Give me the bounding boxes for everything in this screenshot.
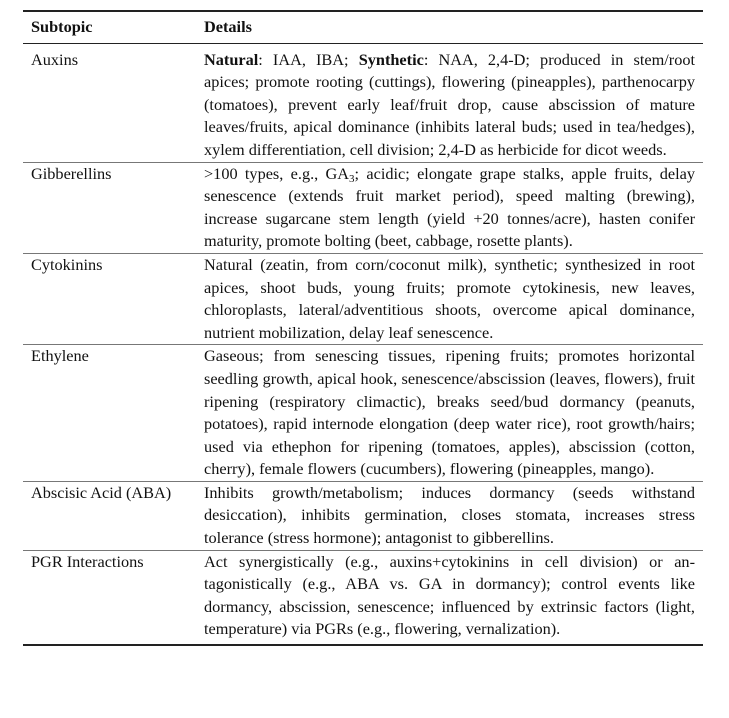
details-cell: [196, 162, 703, 253]
table-row-auxins: [23, 43, 703, 162]
table-row-gibberellins: [23, 162, 703, 253]
details-cell: Natural (zeatin, from corn/coconut milk), synthetic; synthesized in root apices, shoot buds, young fruits; promote cytokinesis, new leaves, chloroplasts, lateral/adventitious shoots, overcome apical dominance, nutrient mobilization, delay leaf senescence.: [196, 253, 703, 344]
details-cell: Act synergistically (e.g., auxins+cytokinins in cell division) or antagonistically (e.g., ABA vs. GA in dormancy); control events like dormancy, abscission, senescence; influenced by extrinsic factors (light, temperature) via PGRs (e.g., flowering, vernalization).: [196, 550, 703, 645]
subtopic-cell: Ethylene: [23, 345, 196, 482]
details-cell: Gaseous; from senescing tissues, ripening fruits; promotes horizontal seedling growth, apical hook, senescence/abscission (leaves, flowers), fruit ripening (respiratory climactic), breaks seed/bud dormancy (peanuts, potatoes), rapid internode elongation (deep water rice), root growth/hairs; used via ethephon for ripening (tomatoes, apples), abscission (cotton, cherry), female flowers (cucumbers), flowering (pineapples, mango).: [196, 345, 703, 482]
subtopic-cell: Auxins: [23, 43, 196, 162]
hormone-table-container: [23, 10, 703, 646]
subtopic-cell: PGR Interactions: [23, 550, 196, 645]
table-row-cytokinins: [23, 253, 703, 344]
subtopic-cell: Abscisic Acid (ABA): [23, 481, 196, 550]
ga-subscript: 3: [349, 172, 355, 185]
table-row-pgr-interactions: [23, 550, 703, 645]
synthetic-label: Synthetic: [358, 49, 424, 69]
subtopic-cell: Gibberellins: [23, 162, 196, 253]
subtopic-cell: Cytokinins: [23, 253, 196, 344]
details-cell: [196, 43, 703, 162]
details-cell: Inhibits growth/metabolism; induces dormancy (seeds withstand desiccation), inhibits germination, closes stomata, increases stress tolerance (stress hormone); antagonist to gibberellins.: [196, 481, 703, 550]
details-text-pre: >100 types, e.g., GA: [204, 163, 350, 183]
table-row-ethylene: [23, 345, 703, 482]
header-details: Details: [196, 11, 703, 43]
table-header-row: [23, 11, 703, 43]
natural-label: Natural: [204, 49, 259, 69]
header-subtopic: Subtopic: [23, 11, 196, 43]
synthetic-text: : NAA, 2,4-D; produced in stem/root apices; promote rooting (cuttings), flowering (pineapples), parthenocarpy (tomatoes), prevent early leaf/fruit drop, cause abscission of mature leaves/fruits, apical dominance (inhibits lateral buds; used in tea/hedges), xylem differentiation, cell division; 2,4-D as herbicide for dicot weeds.: [204, 49, 696, 159]
plant-growth-regulators-table: [23, 10, 703, 646]
table-row-abscisic-acid: [23, 481, 703, 550]
details-text-post: ; acidic; elongate grape stalks, apple fruits, delay senescence (extends fruit market period), speed malting (brewing), increase sugarcane stem length (yield +20 tonnes/acre), hasten conifer maturity, promote bolting (beet, cabbage, rosette plants).: [204, 163, 695, 251]
natural-text: : IAA, IBA;: [258, 49, 359, 69]
